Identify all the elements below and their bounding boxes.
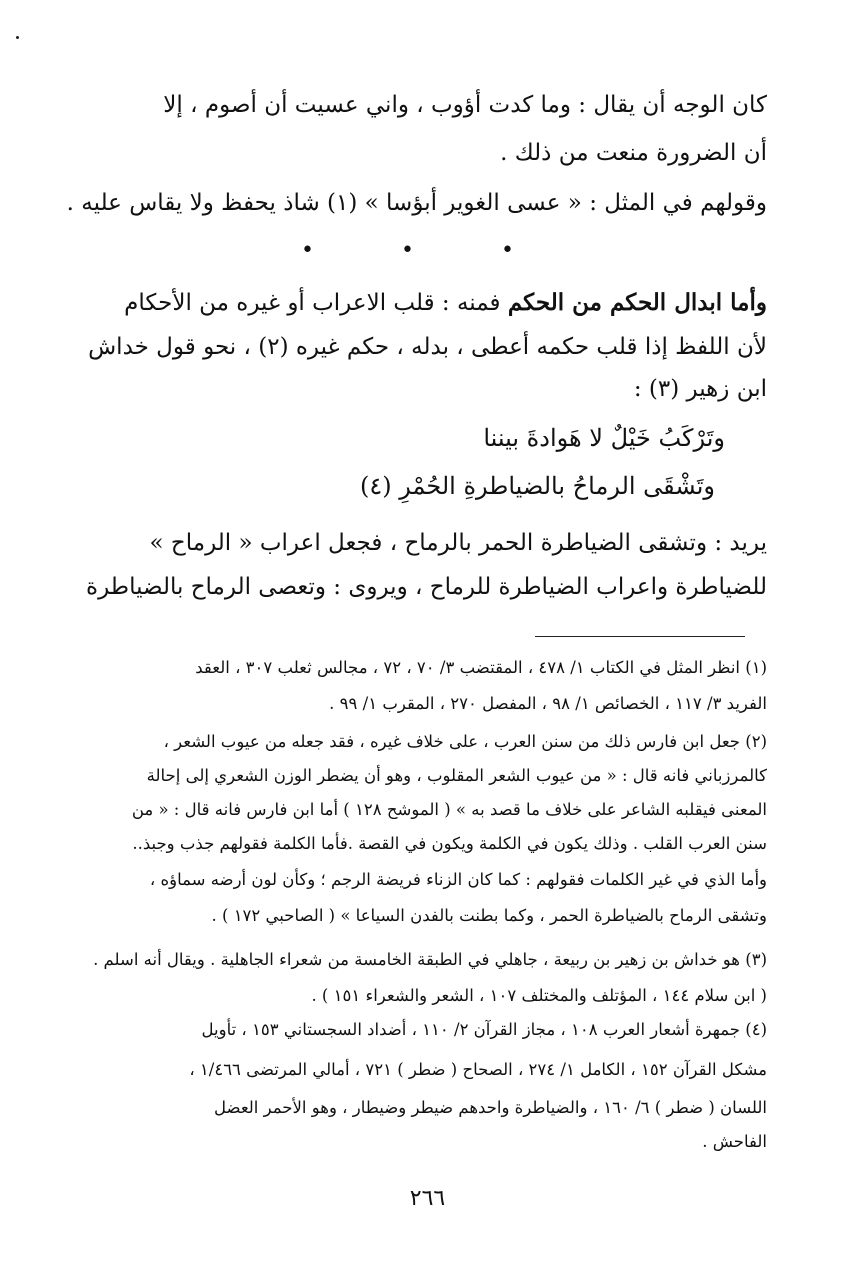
paragraph-3-line-1	[40, 286, 767, 320]
paragraph-4-line-2: للضياطرة واعراب الضياطرة للرماح ، ويروى : وتعصى الرماح بالضياطرة	[86, 574, 767, 600]
footnote-4-line-2: مشكل القرآن ١٥٢ ، الكامل ١/ ٢٧٤ ، الصحاح ( ضطر ) ٧٢١ ، أمالي المرتضى ١/٤٦٦ ،	[189, 1060, 767, 1079]
footnote-4-line-4: الفاحش .	[702, 1132, 767, 1151]
footnote-1-line-2: الفريد ٣/ ١١٧ ، الخصائص ١/ ٩٨ ، المفصل ٢٧٠ ، المقرب ١/ ٩٩ .	[329, 694, 767, 713]
footnote-2-line-1: (٢) جعل ابن فارس ذلك من سنن العرب ، على خلاف غيره ، فقد جعله من عيوب الشعر ،	[163, 732, 767, 751]
paragraph-4-line-1: يريد : وتشقى الضياطرة الحمر بالرماح ، فجعل اعراب « الرماح »	[149, 530, 767, 556]
section-separator: • • •	[301, 238, 554, 263]
footnote-4-line-1: (٤) جمهرة أشعار العرب ١٠٨ ، مجاز القرآن ٢/ ١١٠ ، أضداد السجستاني ١٥٣ ، تأويل	[201, 1020, 767, 1039]
scan-speck	[16, 36, 19, 39]
section-heading: وأما ابدال الحكم من الحكم	[507, 289, 767, 316]
paragraph-3-line-2: لأن اللفظ إذا قلب حكمه أعطى ، بدله ، حكم غيره (٢) ، نحو قول خداش	[88, 334, 767, 360]
paragraph-2: وقولهم في المثل : « عسى الغوير أبؤسا » (١) شاذ يحفظ ولا يقاس عليه .	[66, 190, 767, 216]
footnote-1-line-1: (١) انظر المثل في الكتاب ١/ ٤٧٨ ، المقتضب ٣/ ٧٠ ، ٧٢ ، مجالس ثعلب ٣٠٧ ، العقد	[195, 658, 767, 677]
verse-line-1: وتَرْكَبُ خَيْلٌ لا هَوادةَ بيننا	[483, 424, 725, 452]
paragraph-3-line-1-rest: فمنه : قلب الاعراب أو غيره من الأحكام	[124, 290, 501, 316]
footnote-2-line-4: سنن العرب القلب . وذلك يكون في الكلمة ويكون في القصة .فأما الكلمة فقولهم جذب وجبذ..	[132, 834, 767, 853]
paragraph-1-line-2: أن الضرورة منعت من ذلك .	[500, 140, 767, 166]
footnote-2-line-2: كالمرزباني فانه قال : « من عيوب الشعر المقلوب ، وهو أن يضطر الوزن الشعري إلى إحالة	[146, 766, 767, 785]
paragraph-3-line-3: ابن زهير (٣) :	[633, 376, 767, 402]
footnote-2-line-3: المعنى فيقلبه الشاعر على خلاف ما قصد به » ( الموشح ١٢٨ ) أما ابن فارس فانه قال : « من	[131, 800, 767, 819]
footnote-4-line-3: اللسان ( ضطر ) ٦/ ١٦٠ ، والضياطرة واحدهم ضيطر وضيطار ، وهو الأحمر العضل	[214, 1098, 767, 1117]
footnote-3-line-2: ( ابن سلام ١٤٤ ، المؤتلف والمختلف ١٠٧ ، الشعر والشعراء ١٥١ ) .	[311, 986, 767, 1005]
footnote-separator-rule	[535, 636, 745, 637]
page-number: ٢٦٦	[409, 1186, 446, 1211]
paragraph-1-line-1: كان الوجه أن يقال : وما كدت أؤوب ، واني عسيت أن أصوم ، إلا	[163, 92, 767, 118]
verse-line-2: وتَشْقَى الرماحُ بالضياطرةِ الحُمْرِ (٤)	[359, 472, 715, 500]
footnote-3-line-1: (٣) هو خداش بن زهير بن ربيعة ، جاهلي في الطبقة الخامسة من شعراء الجاهلية . ويقال أنه اسلم .	[93, 950, 767, 969]
footnote-2-line-5: وأما الذي في غير الكلمات فقولهم : كما كان الزناء فريضة الرجم ؛ وكأن لون أرضه سماؤه ،	[149, 870, 767, 889]
footnote-2-line-6: وتشقى الرماح بالضياطرة الحمر ، وكما بطنت بالفدن السياعا » ( الصاحبي ١٧٢ ) .	[211, 906, 767, 925]
